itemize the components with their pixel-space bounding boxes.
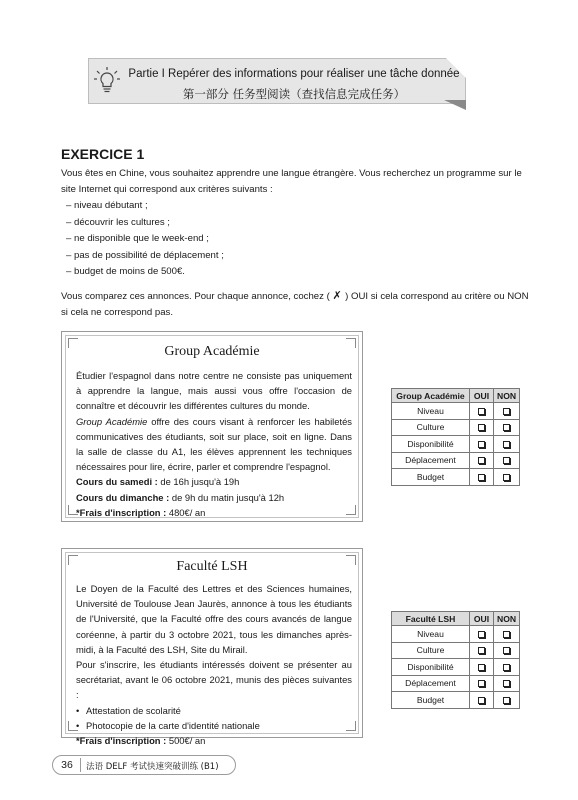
checkbox-oui[interactable]: [478, 424, 485, 431]
checkbox-non[interactable]: [503, 697, 510, 704]
schedule-saturday: Cours du samedi : de 16h jusqu'à 19h: [76, 476, 240, 488]
criteria-list: [66, 198, 224, 281]
exercise-title: EXERCICE 1: [61, 146, 145, 162]
criteria-item: – pas de possibilité de déplacement ;: [66, 249, 224, 261]
checkbox-non[interactable]: [503, 474, 510, 481]
table-row: Niveau: [392, 403, 520, 420]
table-row: Culture: [392, 642, 520, 659]
lightbulb-icon: [93, 66, 121, 96]
criteria-item: – budget de moins de 500€.: [66, 266, 185, 277]
footer-divider: [80, 758, 81, 772]
book-title: 法语 DELF 考试快速突破训练 (B1): [86, 762, 219, 772]
documents-list: [76, 703, 352, 733]
checkbox-oui[interactable]: [478, 647, 485, 654]
checkbox-oui[interactable]: [478, 664, 485, 671]
ad-title: Faculté LSH: [176, 559, 248, 574]
criteria-item: – niveau débutant ;: [66, 200, 148, 211]
table-row: Budget: [392, 692, 520, 709]
table-row: Déplacement: [392, 452, 520, 469]
checkbox-non[interactable]: [503, 631, 510, 638]
table-row: Disponibilité: [392, 436, 520, 453]
table-header: Group Académie OUI NON: [392, 389, 520, 403]
exercise-intro: Vous êtes en Chine, vous souhaitez apprendre une langue étrangère. Vous recherchez un programme sur le site Internet qui correspond aux critères suivants :: [61, 168, 522, 195]
list-item: • Photocopie de la carte d'identité nationale: [76, 718, 352, 733]
checkbox-non[interactable]: [503, 441, 510, 448]
ad-paragraph: Group Académie offre des cours visant à renforcer les habiletés communicatives des étudiants, soit sur place, soit en ligne. Dans la salle de classe du A1, les élèves apprennent les techniques nécessaires pour lire, écrire, parler et comprendre l'espagnol.: [76, 415, 352, 473]
table-header: Faculté LSH OUI NON: [392, 612, 520, 626]
checkbox-non[interactable]: [503, 408, 510, 415]
checkbox-non[interactable]: [503, 647, 510, 654]
checkbox-oui[interactable]: [478, 408, 485, 415]
ad-body: [76, 368, 352, 520]
checkbox-non[interactable]: [503, 680, 510, 687]
schedule-sunday: Cours du dimanche : de 9h du matin jusqu'à 12h: [76, 491, 285, 503]
table-row: Déplacement: [392, 675, 520, 692]
ad-title: Group Académie: [164, 344, 260, 359]
criteria-item: – découvrir les cultures ;: [66, 216, 170, 228]
ad-paragraph: Le Doyen de la Faculté des Lettres et des Sciences humaines, Université de Toulouse Jean Jaurès, annonce à tous les étudiants de l'Université, que la Faculté offre des cours avancés de langue coréenne, à partir du 3 octobre 2021, tous les dimanches après-midi, à la Faculté des LSH, Site du Mirail.: [76, 583, 352, 655]
checkbox-non[interactable]: [503, 664, 510, 671]
ad-faculte-lsh: [61, 548, 363, 747]
ad-paragraph: Étudier l'espagnol dans notre centre ne consiste pas uniquement à apprendre la langue, mais aussi vous offre l'occasion de connaître et découvrir les différentes cultures du monde.: [76, 370, 352, 412]
table-row: Niveau: [392, 626, 520, 643]
criteria-table-faculte-lsh: [391, 611, 520, 709]
checkbox-non[interactable]: [503, 424, 510, 431]
table-row: Budget: [392, 469, 520, 486]
page-number: 36: [61, 759, 73, 771]
checkbox-oui[interactable]: [478, 441, 485, 448]
checkbox-oui[interactable]: [478, 631, 485, 638]
checkbox-non[interactable]: [503, 457, 510, 464]
criteria-item: – ne disponible que le week-end ;: [66, 233, 209, 244]
ad-body: [76, 581, 352, 748]
list-item: • Attestation de scolarité: [76, 703, 352, 718]
cross-mark-icon: ✗: [332, 290, 342, 302]
checkbox-oui[interactable]: [478, 474, 485, 481]
exercise-instruction: Vous comparez ces annonces. Pour chaque annonce, cochez ( ✗ ) OUI si cela correspond au critère ou NON si cela ne correspond pas.: [61, 290, 529, 318]
ad-paragraph: Pour s'inscrire, les étudiants intéressés doivent se présenter au secrétariat, avant le 06 octobre 2021, munis des pièces suivantes :: [76, 659, 352, 701]
ad-group-academie: [61, 331, 363, 522]
banner-title-zh: 第一部分 任务型阅读（查找信息完成任务）: [182, 87, 406, 101]
registration-fee: *Frais d'inscription : 480€/ an: [76, 506, 206, 518]
table-row: Culture: [392, 419, 520, 436]
criteria-table-group-academie: [391, 388, 520, 486]
banner-title-fr: Partie I Repérer des informations pour réaliser une tâche donnée: [128, 68, 460, 80]
checkbox-oui[interactable]: [478, 680, 485, 687]
registration-fee: *Frais d'inscription : 500€/ an: [76, 735, 206, 747]
checkbox-oui[interactable]: [478, 457, 485, 464]
checkbox-oui[interactable]: [478, 697, 485, 704]
table-row: Disponibilité: [392, 659, 520, 676]
